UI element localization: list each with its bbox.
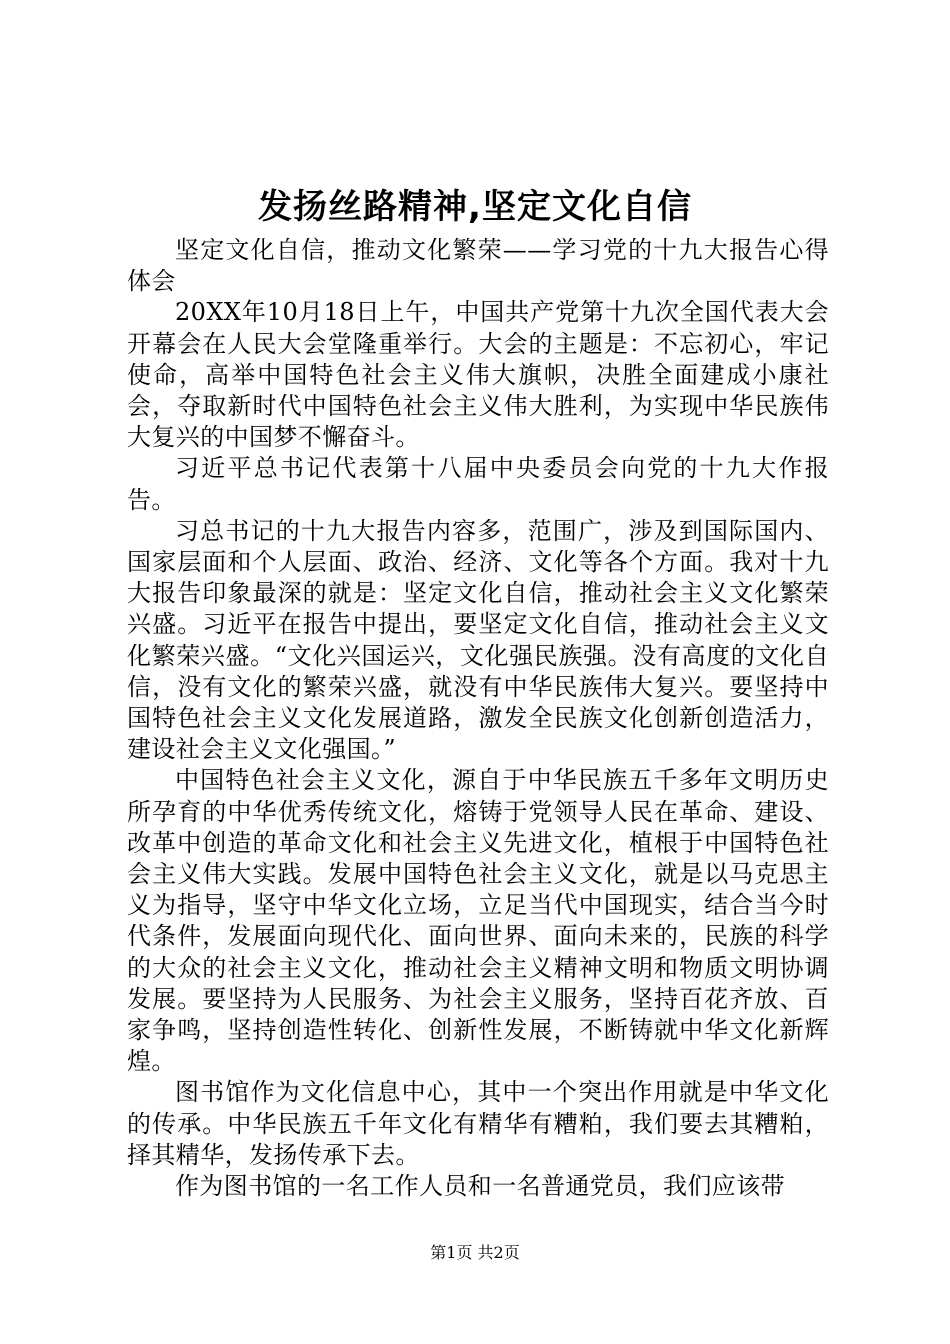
document-title: 发扬丝路精神,坚定文化自信 (258, 187, 692, 227)
paragraph-subtitle: 坚定文化自信，推动文化繁荣——学习党的十九大报告心得体会 (127, 236, 829, 296)
paragraph-4: 中国特色社会主义文化，源自于中华民族五千多年文明历史所孕育的中华优秀传统文化，熔铸于党领导人民在革命、建设、改革中创造的革命文化和社会主义先进文化，植根于中国特色社会主义伟大实践。发展中国特色社会主义文化，就是以马克思主义为指导，坚守中华文化立场，立足当代中国现实，结合当今时代条件，发展面向现代化、面向世界、面向未来的，民族的科学的大众的社会主义文化，推动社会主义精神文明和物质文明协调发展。要坚持为人民服务、为社会主义服务，坚持百花齐放、百家争鸣，坚持创造性转化、创新性发展，不断铸就中华文化新辉煌。 (127, 766, 829, 1076)
page-number-footer: 第1页 共2页 (430, 1243, 520, 1262)
paragraph-5: 图书馆作为文化信息中心，其中一个突出作用就是中华文化的传承。中华民族五千年文化有精华有糟粕，我们要去其糟粕，择其精华，发扬传承下去。 (127, 1078, 829, 1169)
paragraph-1: 20XX年10月18日上午，中国共产党第十九次全国代表大会开幕会在人民大会堂隆重举行。大会的主题是：不忘初心，牢记使命，高举中国特色社会主义伟大旗帜，决胜全面建成小康社会，夺取新时代中国特色社会主义伟大胜利，为实现中华民族伟大复兴的中国梦不懈奋斗。 (127, 298, 829, 452)
paragraph-3: 习总书记的十九大报告内容多，范围广，涉及到国际国内、国家层面和个人层面、政治、经济、文化等各个方面。我对十九大报告印象最深的就是：坚定文化自信，推动社会主义文化繁荣兴盛。习近平在报告中提出，要坚定文化自信，推动社会主义文化繁荣兴盛。“文化兴国运兴，文化强民族强。没有高度的文化自信，没有文化的繁荣兴盛，就没有中华民族伟大复兴。要坚持中国特色社会主义文化发展道路，激发全民族文化创新创造活力，建设社会主义文化强国。” (127, 516, 829, 764)
paragraph-6: 作为图书馆的一名工作人员和一名普通党员，我们应该带 (175, 1172, 785, 1201)
paragraph-2: 习近平总书记代表第十八届中央委员会向党的十九大作报告。 (127, 454, 829, 514)
document-body (127, 235, 829, 1202)
